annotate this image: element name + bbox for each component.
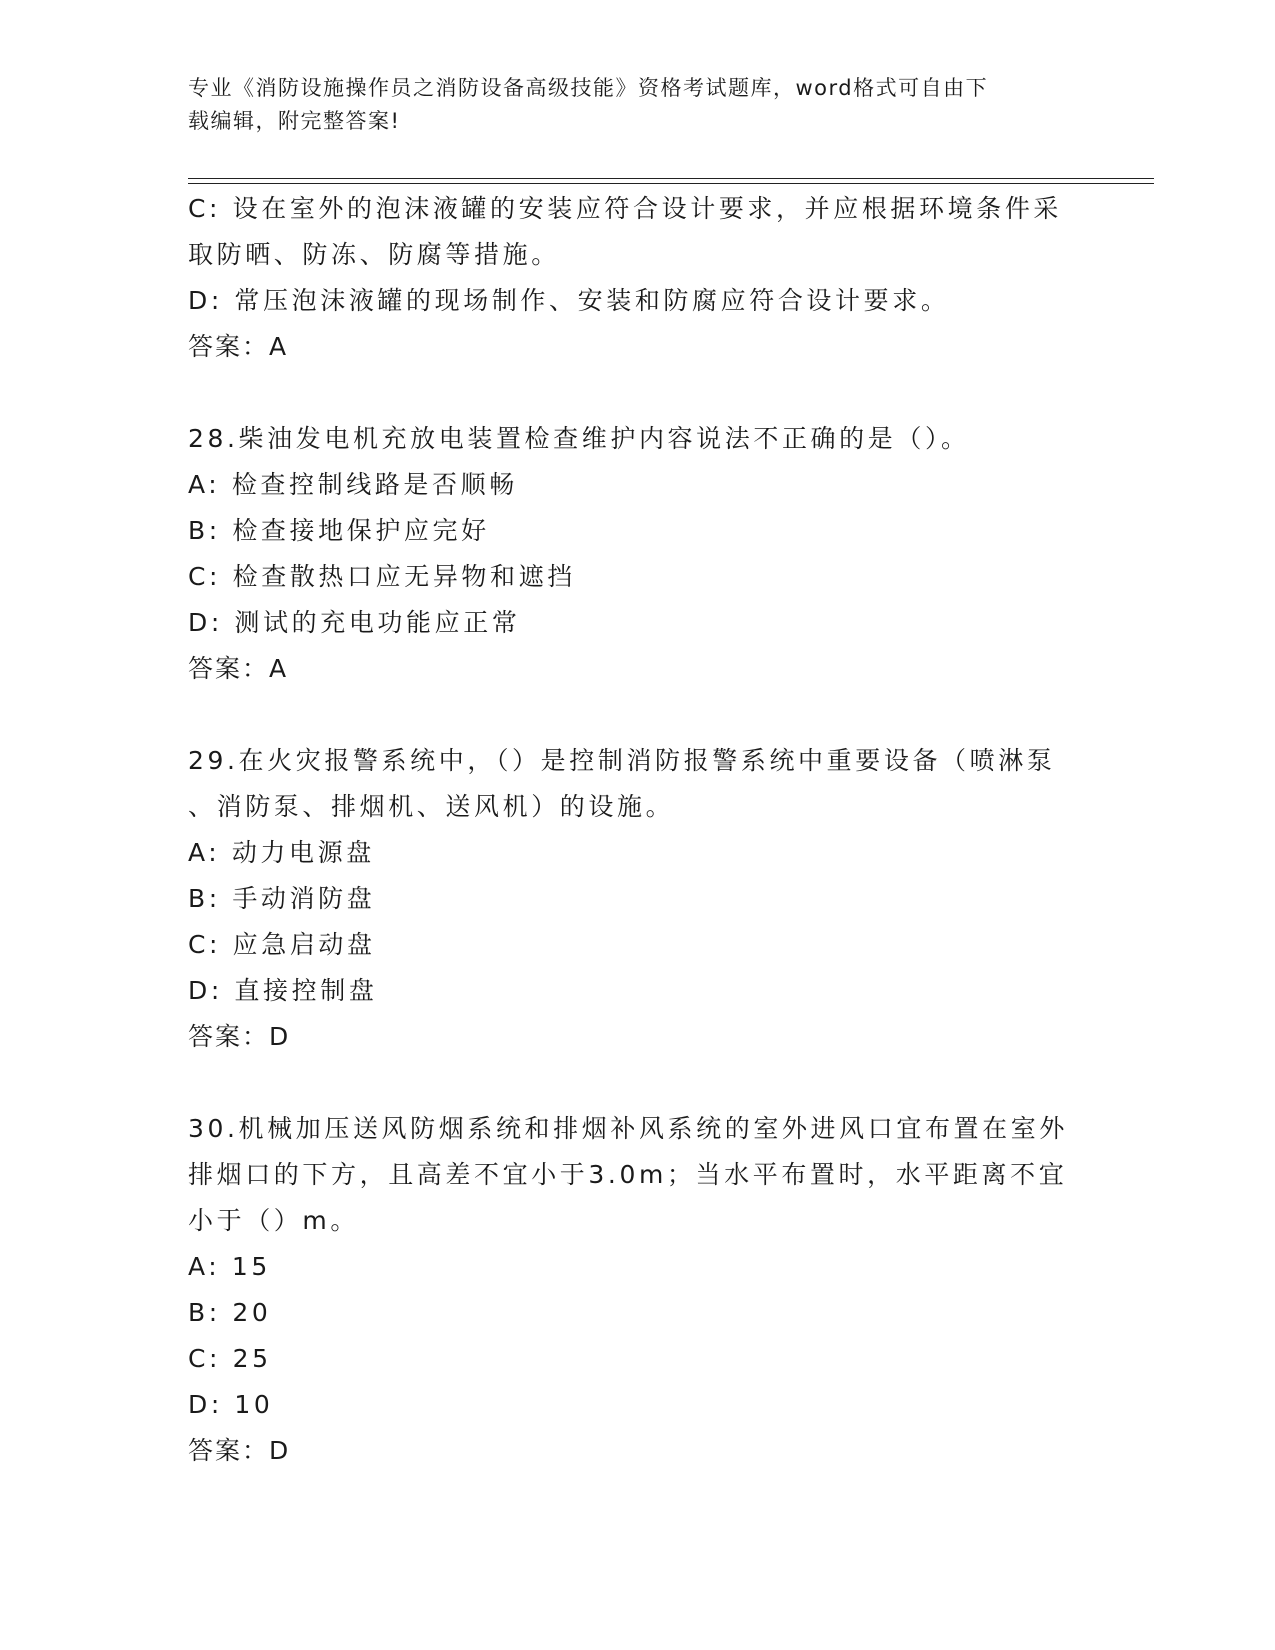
header-divider-bottom (188, 183, 1154, 184)
option-d: D: 常压泡沫液罐的现场制作、安装和防腐应符合设计要求。 (188, 286, 950, 315)
option-d: D: 10 (188, 1390, 274, 1419)
option-b: B: 检查接地保护应完好 (188, 516, 490, 545)
question-28 (188, 416, 1088, 692)
option-d: D: 直接控制盘 (188, 976, 378, 1005)
option-c: C: 应急启动盘 (188, 930, 376, 959)
question-30 (188, 1106, 1088, 1474)
option-a: A: 动力电源盘 (188, 838, 375, 867)
answer-29: 答案：D (188, 1022, 291, 1051)
header-line-2: 载编辑，附完整答案! (188, 109, 401, 133)
option-a: A: 15 (188, 1252, 271, 1281)
document-header (188, 72, 1068, 138)
question-stem: 28.柴油发电机充放电装置检查维护内容说法不正确的是（）。 (188, 424, 970, 453)
header-divider-top (188, 178, 1154, 179)
option-c: C: 检查散热口应无异物和遮挡 (188, 562, 576, 591)
option-a: A: 检查控制线路是否顺畅 (188, 470, 518, 499)
option-c-line-1: C: 设在室外的泡沫液罐的安装应符合设计要求，并应根据环境条件采 (188, 194, 1063, 223)
question-27-continuation (188, 186, 1088, 370)
option-c: C: 25 (188, 1344, 272, 1373)
question-stem-line-1: 29.在火灾报警系统中，（）是控制消防报警系统中重要设备（喷淋泵 (188, 746, 1056, 775)
option-c-line-2: 取防晒、防冻、防腐等措施。 (188, 240, 560, 269)
question-stem-line-1: 30.机械加压送风防烟系统和排烟补风系统的室外进风口宜布置在室外 (188, 1114, 1068, 1143)
question-stem-line-2: 、消防泵、排烟机、送风机）的设施。 (188, 792, 675, 821)
answer-27: 答案：A (188, 332, 289, 361)
question-stem-line-3: 小于（）m。 (188, 1206, 359, 1235)
question-29 (188, 738, 1088, 1060)
answer-30: 答案：D (188, 1436, 291, 1465)
question-content (188, 186, 1088, 1474)
header-line-1: 专业《消防设施操作员之消防设备高级技能》资格考试题库，word格式可自由下 (188, 76, 989, 100)
option-b: B: 20 (188, 1298, 272, 1327)
question-stem-line-2: 排烟口的下方，且高差不宜小于3.0m；当水平布置时，水平距离不宜 (188, 1160, 1068, 1189)
option-d: D: 测试的充电功能应正常 (188, 608, 521, 637)
answer-28: 答案：A (188, 654, 289, 683)
option-b: B: 手动消防盘 (188, 884, 376, 913)
